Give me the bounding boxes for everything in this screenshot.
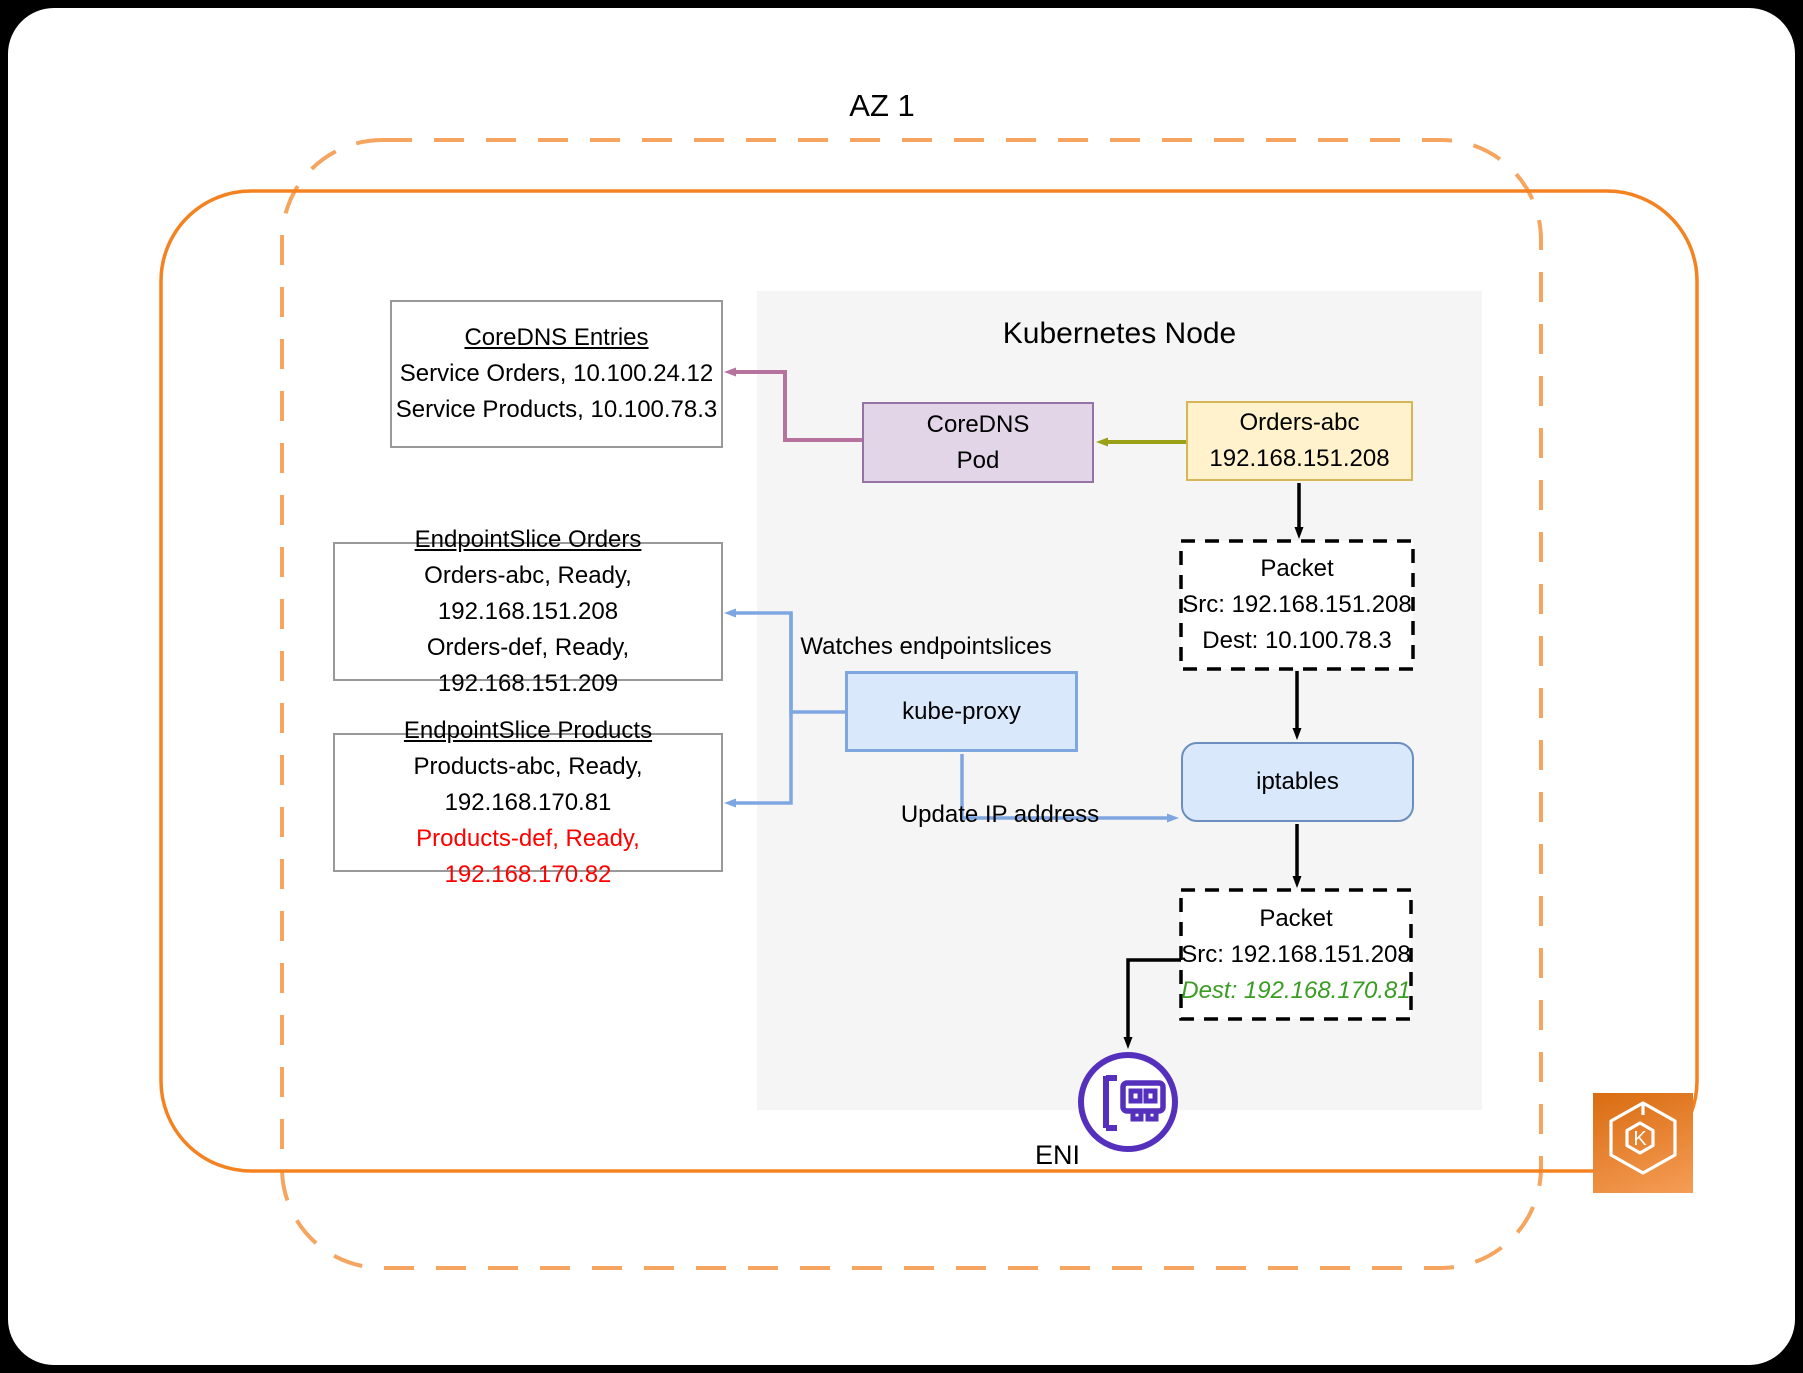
endpointslice-products-box (333, 716, 723, 888)
update-ip-address-label: Update IP address (900, 801, 1100, 828)
arrow-corednspod-to-entries (736, 372, 862, 440)
eks-letter: K (1633, 1128, 1647, 1150)
iptables-box (1181, 742, 1414, 822)
packet-top-title: Packet (1260, 555, 1334, 582)
packet-bottom-dest-rewritten: Dest: 192.168.170.81 (1181, 976, 1411, 1004)
eni-label: ENI (1034, 1140, 1080, 1170)
coredns-pod-line2: Pod (956, 446, 1000, 474)
endpointslice-orders-box (333, 525, 723, 697)
coredns-pod-line1: CoreDNS (926, 410, 1030, 438)
endpointslice-orders-entry-def: Orders-def, Ready, 192.168.151.209 (426, 633, 630, 697)
eni-icon (1081, 1055, 1175, 1149)
packet-bottom-src: Src: 192.168.151.208 (1181, 940, 1411, 968)
kubernetes-node-title: Kubernetes Node (1002, 317, 1237, 350)
watches-endpointslices-label: Watches endpointslices (800, 633, 1052, 660)
orders-abc-name: Orders-abc (1239, 409, 1360, 436)
orders-abc-ip: 192.168.151.208 (1209, 445, 1390, 472)
endpointslice-orders-entry-abc: Orders-abc, Ready, 192.168.151.208 (424, 561, 632, 625)
iptables-label: iptables (1256, 768, 1339, 795)
eks-icon (1593, 1093, 1693, 1193)
coredns-entry-products: Service Products, 10.100.78.3 (395, 396, 718, 423)
coredns-entries-title: CoreDNS Entries (464, 324, 649, 351)
packet-bottom-title: Packet (1259, 904, 1333, 932)
packet-top-src: Src: 192.168.151.208 (1182, 591, 1412, 618)
packet-top-text (1181, 541, 1413, 669)
packet-bottom-text (1181, 890, 1411, 1019)
endpointslice-products-entry-def-stale: Products-def, Ready, 192.168.170.82 (416, 824, 640, 888)
coredns-entry-orders: Service Orders, 10.100.24.12 (399, 360, 714, 387)
arrow-packet2-to-eni (1128, 960, 1181, 1037)
orders-abc-pod-box (1186, 401, 1413, 481)
packet-top-dest: Dest: 10.100.78.3 (1202, 627, 1392, 654)
endpointslice-products-entry-abc: Products-abc, Ready, 192.168.170.81 (413, 752, 643, 816)
az-label: AZ 1 (849, 88, 915, 123)
coredns-pod-box (862, 402, 1094, 483)
endpointslice-orders-title: EndpointSlice Orders (414, 525, 642, 553)
endpointslice-products-title: EndpointSlice Products (403, 716, 653, 744)
kube-proxy-box (845, 671, 1078, 752)
kube-proxy-label: kube-proxy (902, 697, 1021, 725)
coredns-entries-box (390, 300, 723, 448)
